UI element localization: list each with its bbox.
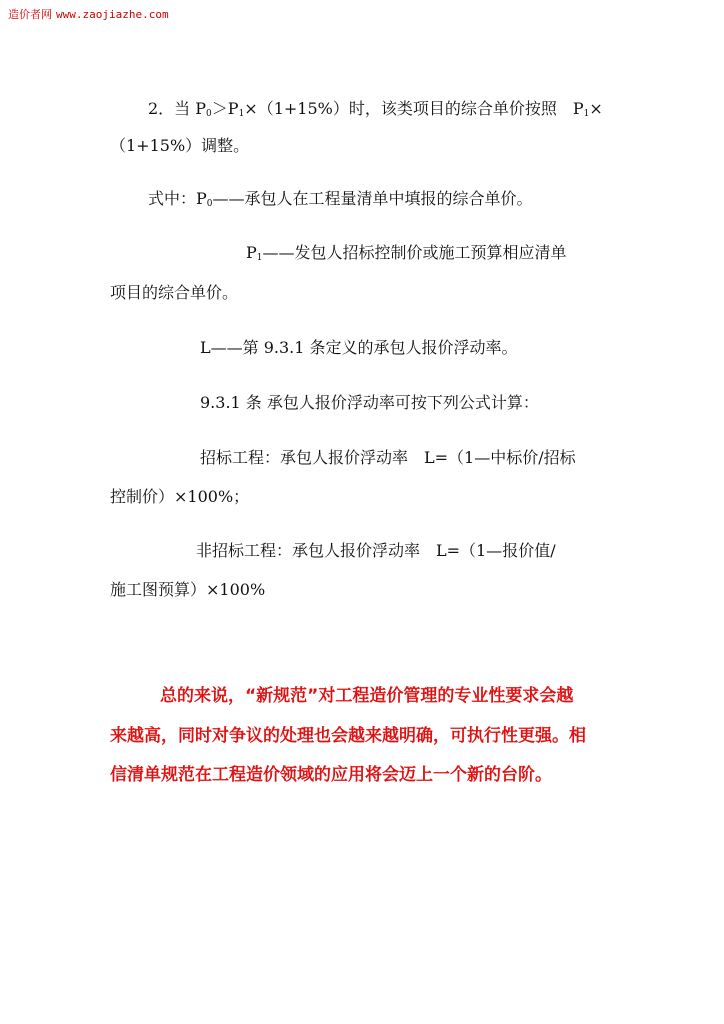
- site-name: 造价者网: [8, 8, 52, 21]
- page-header: [8, 6, 169, 22]
- formula-non-tender-line1: 非招标工程：承包人报价浮动率 L=（1—报价值/: [196, 541, 556, 560]
- formula-tender-line1: 招标工程：承包人报价浮动率 L=（1—中标价/招标: [200, 448, 576, 467]
- clause-2-line1: 2．当 $P_0>P_1\times(1+15\%)$时，该类项目的综合单价按照 $P_1\times$: [148, 99, 603, 119]
- summary-line2: 来越高，同时对争议的处理也会越来越明确，可执行性更强。相: [110, 726, 586, 746]
- site-url[interactable]: www.zaojiazhe.com: [56, 8, 169, 21]
- summary-line3: 信清单规范在工程造价领域的应用将会迈上一个新的台阶。: [110, 765, 552, 785]
- formula-tender-line2: 控制价）×100%；: [110, 487, 250, 506]
- clause-9-3-1: 9.3.1 条 承包人报价浮动率可按下列公式计算：: [200, 393, 539, 412]
- definition-l: L——第 9.3.1 条定义的承包人报价浮动率。: [200, 338, 518, 357]
- definition-p1-line1: $P_1——$发包人招标控制价或施工预算相应清单: [246, 243, 567, 263]
- formula-non-tender-line2: 施工图预算）×100%: [110, 580, 266, 599]
- summary-line1: 总的来说，“新规范”对工程造价管理的专业性要求会越: [160, 686, 574, 706]
- definition-p1-line2: 项目的综合单价。: [110, 283, 239, 302]
- definition-p0: 式中：$P_0——$承包人在工程量清单中填报的综合单价。: [148, 189, 533, 209]
- clause-2-line2: （1+15%）调整。: [110, 136, 250, 155]
